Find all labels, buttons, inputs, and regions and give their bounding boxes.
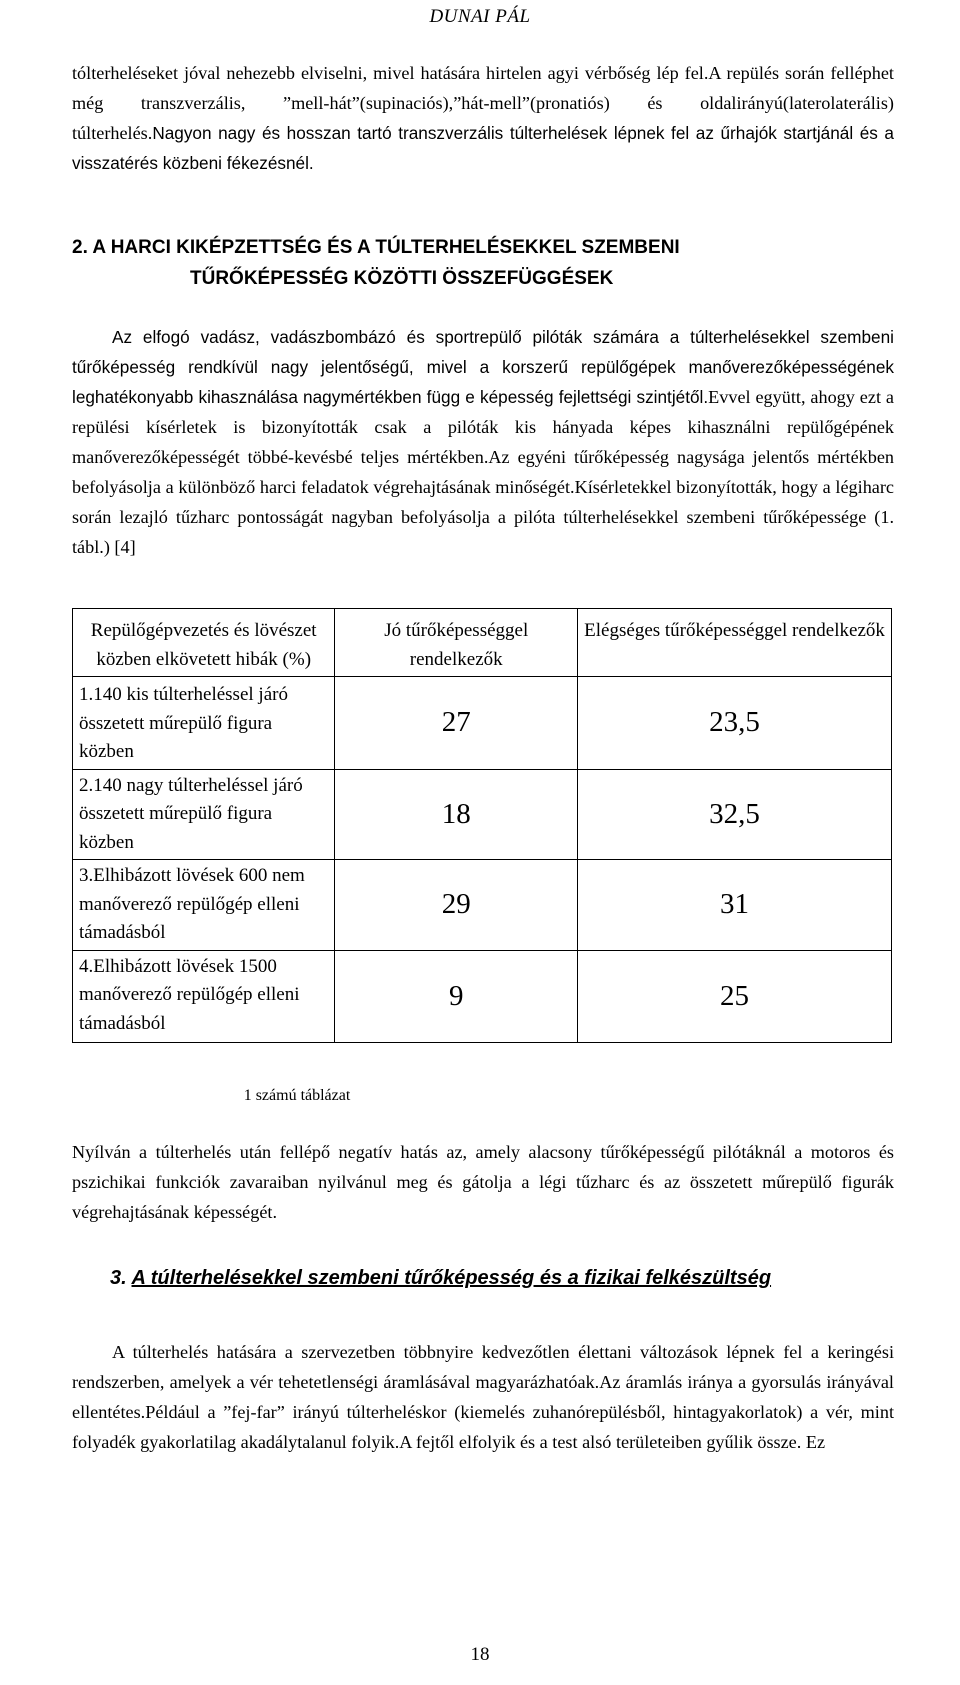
paragraph-section-3: A túlterhelés hatására a szervezetben többnyire kedvezőtlen élettani változások lépnek fel a keringési rendszerben, amelyek a vér tehetetlenségi áramlásával magyarázhatóak.Az áramlás iránya a gyorsulás irányával ellentétes.Például a ”fej-far” irányú túlterheléskor (kiemelés zuhanórepülésből, hintagyakorlatok) a vér, mint folyadék gyakorlatilag akadálytalanul folyik.A fejtől elfolyik és a test alsó területeiben gyűlik össze. Ez <box>72 1342 894 1452</box>
table-cell-sufficient: 32,5 <box>578 769 892 860</box>
table-header-cell: Jó tűrőképességgel rendelkezők <box>335 609 578 677</box>
section-3-heading <box>110 1267 910 1290</box>
table-cell-sufficient: 25 <box>578 950 892 1043</box>
section-3-number: 3. <box>110 1267 127 1289</box>
table-row-label: 4.Elhibázott lövések 1500 manőverező repülőgép elleni támadásból <box>73 950 335 1043</box>
section-2-heading-line2: TŰRŐKÉPESSÉG KÖZÖTTI ÖSSZEFÜGGÉSEK <box>190 268 614 289</box>
table-cell-sufficient: 23,5 <box>578 677 892 770</box>
table-caption: 1 számú táblázat <box>243 1087 351 1104</box>
table-row-label: 3.Elhibázott lövések 600 nem manőverező repülőgép elleni támadásból <box>73 860 335 951</box>
paragraph-after-table: Nyílván a túlterhelés után fellépő negatív hatás az, amely alacsony tűrőképességű pilótáknál a motoros és pszichikai funkciók zavaraiban nyilvánul meg és gátolja a légi tűzharc és az összetett műrepülő figurák végrehajtásának képességét. <box>72 1142 894 1222</box>
table-row-label: 1.140 kis túlterheléssel járó összetett műrepülő figura közben <box>73 677 335 770</box>
table-header-cell: Elégséges tűrőképességgel rendelkezők <box>578 609 892 677</box>
paragraph-intro <box>72 58 894 178</box>
page-number: 18 <box>470 1644 490 1665</box>
table-header-cell: Repülőgépvezetés és lövészet közben elkövetett hibák (%) <box>73 609 335 677</box>
section-2-heading <box>72 232 894 294</box>
table-row <box>73 950 892 1043</box>
table-row <box>73 677 892 770</box>
table-cell-good: 29 <box>335 860 578 951</box>
paragraph-section-2 <box>72 322 894 562</box>
paragraph-section-2-serif: Evvel együtt, ahogy ezt a repülési kísérletek is bizonyították csak a pilóták kis hányada képes kihasználni repülőgépének manőverezőképességét többé-kevésbé teljes mértékben.Az egyéni tűrőképesség nagysága jelentős mértékben befolyásolja a különböző harci feladatok végrehajtásának minőségét.Kísérletekkel bizonyították, hogy a légiharc során lezajló tűzharc pontosságát nagyban befolyásolja a pilóta túlterhelésekkel szembeni tűrőképessége (1. tábl.) [4] <box>72 387 894 557</box>
running-header: DUNAI PÁL <box>429 6 531 27</box>
table-cell-good: 27 <box>335 677 578 770</box>
table-cell-good: 18 <box>335 769 578 860</box>
table-cell-good: 9 <box>335 950 578 1043</box>
results-table <box>72 608 892 1043</box>
table-row-label: 2.140 nagy túlterheléssel járó összetett műrepülő figura közben <box>73 769 335 860</box>
table-row <box>73 769 892 860</box>
paragraph-section-2-sans: Az elfogó vadász, vadászbombázó és sportrepülő pilóták számára a túlterhelésekkel szembeni tűrőképesség rendkívül nagy jelentőségű, mivel a korszerű repülőgépek manőverezőképességének leghatékonyabb kihasználása nagymértékben függ e képesség fejlettségi szintjétől. <box>72 327 894 407</box>
table-header-row <box>73 609 892 677</box>
paragraph-intro-sans: Nagyon nagy és hosszan tartó transzverzális túlterhelések lépnek fel az űrhajók startjánál és a visszatérés közbeni fékezésnél. <box>72 123 894 173</box>
section-3-title: A túlterhelésekkel szembeni tűrőképesség és a fizikai felkészültség <box>131 1267 772 1289</box>
paragraph-intro-serif: tólterheléseket jóval nehezebb elviselni, mivel hatására hirtelen agyi vérbőség lép fel.A repülés során felléphet még transzverzális, ”mell-hát”(supinaciós),”hát-mell”(pronatiós) és oldalirányú(laterolaterális) túlterhelés. <box>72 63 894 143</box>
table-cell-sufficient: 31 <box>578 860 892 951</box>
table-row <box>73 860 892 951</box>
section-2-heading-line1: 2. A HARCI KIKÉPZETTSÉG ÉS A TÚLTERHELÉSEKKEL SZEMBENI <box>72 237 680 258</box>
